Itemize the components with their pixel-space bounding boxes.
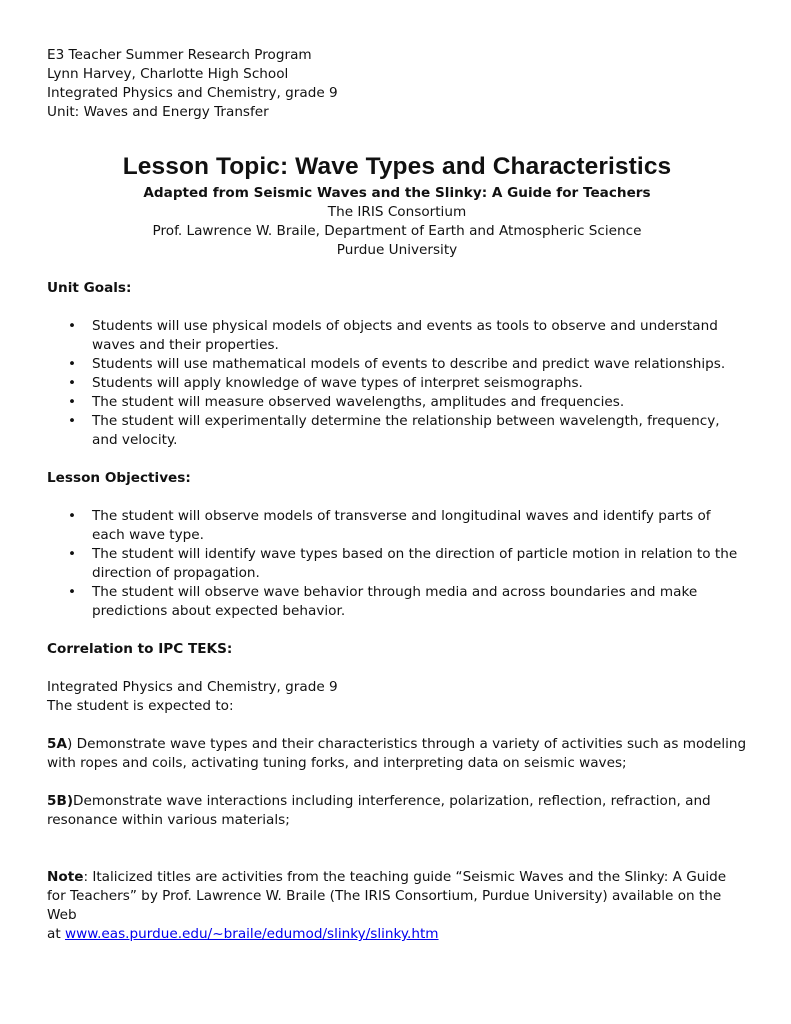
unit-name: Unit: Waves and Energy Transfer <box>47 104 269 120</box>
source-university: Purdue University <box>336 242 458 258</box>
lesson-objectives-list <box>47 507 747 621</box>
correlation-heading: Correlation to IPC TEKS: <box>47 641 233 657</box>
bullet-icon: • <box>68 356 77 372</box>
note-text: : Italicized titles are activities from the teaching guide “Seismic Waves and the Slinky: A Guide for Teachers” by Prof. Lawrence W. Braile (The IRIS Consortium, Purdue University) available on the Web <box>47 869 727 923</box>
list-item: • Students will apply knowledge of wave types of interpret seismographs. <box>68 375 583 391</box>
teks-5b <box>47 792 747 830</box>
correlation-expected: The student is expected to: <box>47 698 234 714</box>
lesson-title: Lesson Topic: Wave Types and Characteristics <box>122 153 672 180</box>
unit-goals-heading: Unit Goals: <box>47 280 132 296</box>
list-item: • Students will use mathematical models of events to describe and predict wave relationships. <box>68 356 726 372</box>
source-consortium: The IRIS Consortium <box>327 204 467 220</box>
list-item: • The student will measure observed wavelengths, amplitudes and frequencies. <box>68 394 625 410</box>
list-item: • The student will identify wave types based on the direction of particle motion in relation to the direction of propagation. <box>68 546 738 581</box>
bullet-icon: • <box>68 394 77 410</box>
bullet-icon: • <box>68 584 77 600</box>
title-block <box>47 153 747 260</box>
teks-5b-text: Demonstrate wave interactions including interference, polarization, reflection, refraction, and resonance within various materials; <box>47 793 711 828</box>
course-grade: Integrated Physics and Chemistry, grade 9 <box>47 85 338 101</box>
note-link-line <box>47 925 747 944</box>
list-item: • Students will use physical models of objects and events as tools to observe and understand waves and their properties. <box>68 318 718 353</box>
bullet-icon: • <box>68 413 77 429</box>
note-paragraph <box>47 868 747 925</box>
bullet-icon: • <box>68 546 77 562</box>
teks-5a <box>47 735 747 773</box>
teks-5a-text: ) Demonstrate wave types and their characteristics through a variety of activities such as modeling with ropes and coils, activating tuning forks, and interpreting data on seismic waves; <box>47 736 747 771</box>
bullet-icon: • <box>68 508 77 524</box>
correlation-course: Integrated Physics and Chemistry, grade 9 <box>47 679 338 695</box>
list-item: • The student will observe models of transverse and longitudinal waves and identify parts of each wave type. <box>68 508 711 543</box>
lesson-subtitle: Adapted from Seismic Waves and the Slinky: A Guide for Teachers <box>143 185 651 201</box>
slinky-guide-link[interactable]: www.eas.purdue.edu/~braile/edumod/slinky/slinky.htm <box>64 926 439 942</box>
list-item: • The student will experimentally determine the relationship between wavelength, frequency, and velocity. <box>68 413 720 448</box>
list-item: • The student will observe wave behavior through media and across boundaries and make predictions about expected behavior. <box>68 584 698 619</box>
note-label: Note <box>47 869 84 885</box>
document-header <box>47 46 747 122</box>
bullet-icon: • <box>68 375 77 391</box>
bullet-icon: • <box>68 318 77 334</box>
teks-5a-label: 5A <box>47 736 67 752</box>
document-page <box>47 46 747 944</box>
unit-goals-list <box>47 317 747 450</box>
teks-5b-label: 5B) <box>47 793 74 809</box>
source-author: Prof. Lawrence W. Braile, Department of Earth and Atmospheric Science <box>152 223 642 239</box>
note-at: at <box>47 926 65 942</box>
teacher-school: Lynn Harvey, Charlotte High School <box>47 66 289 82</box>
lesson-objectives-heading: Lesson Objectives: <box>47 470 191 486</box>
program-name: E3 Teacher Summer Research Program <box>47 47 312 63</box>
